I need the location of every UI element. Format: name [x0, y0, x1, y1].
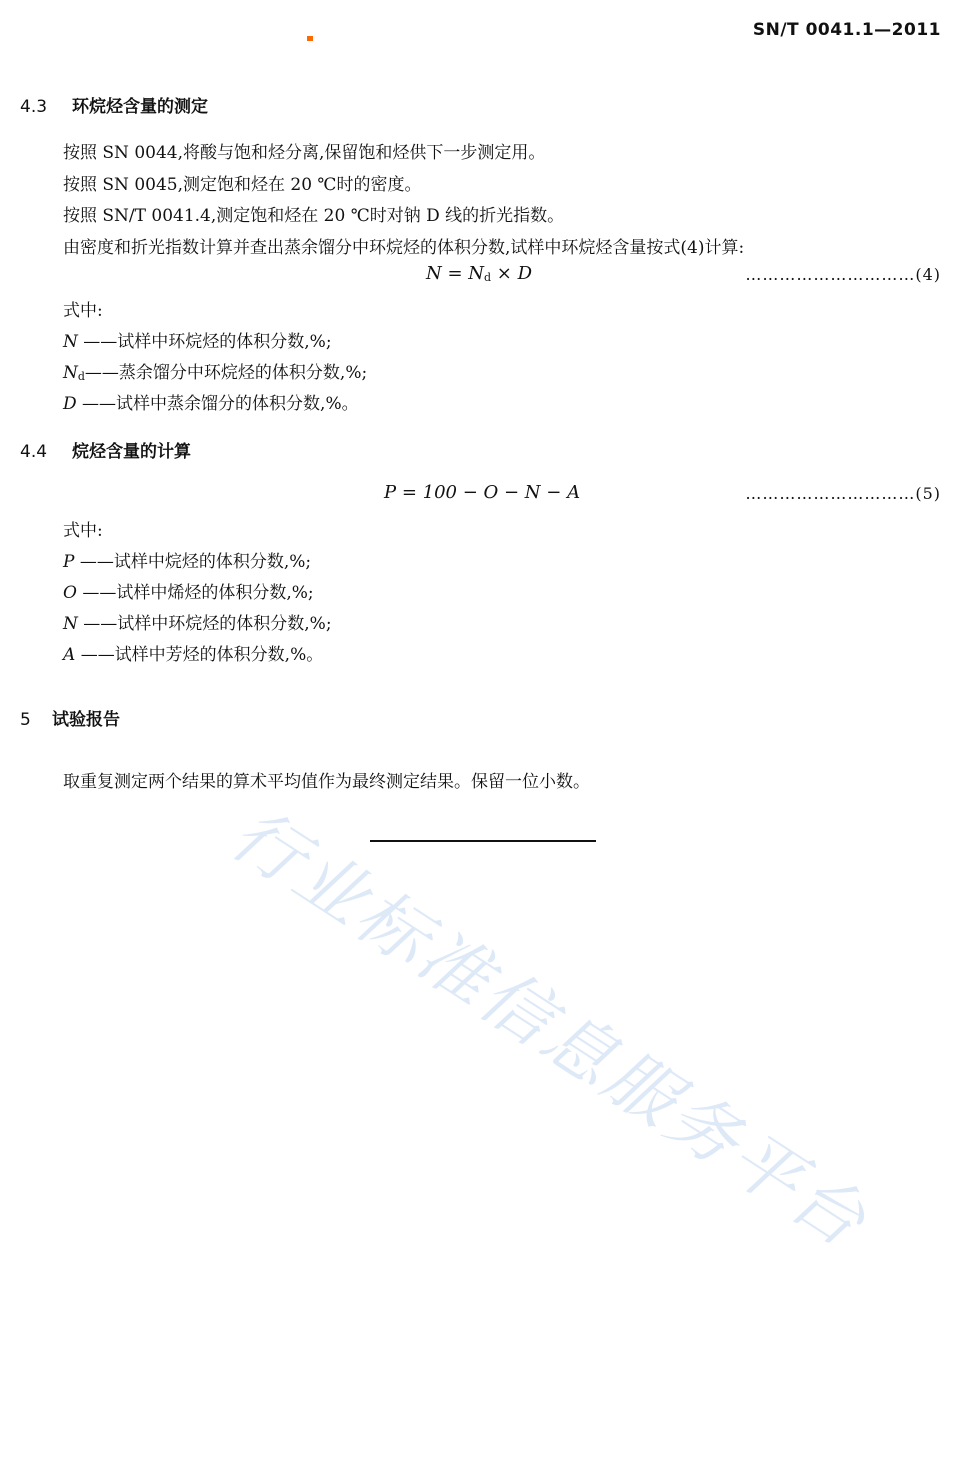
paragraph: 按照 SN 0044,将酸与饱和烃分离,保留饱和烃供下一步测定用。 — [63, 143, 546, 163]
section-title: 试验报告 — [52, 710, 120, 730]
equation-number: …………………………(5) — [745, 484, 941, 503]
paragraph: 取重复测定两个结果的算术平均值作为最终测定结果。保留一位小数。 — [63, 772, 590, 792]
watermark: 行业标准信息服务平台 — [217, 792, 883, 1265]
definition-row: D ——试样中蒸余馏分的体积分数,%。 — [63, 394, 359, 414]
paragraph: 按照 SN/T 0041.4,测定饱和烃在 20 ℃时对钠 D 线的折光指数。 — [63, 206, 565, 226]
end-rule — [370, 840, 596, 842]
equation-number: …………………………(4) — [745, 265, 941, 284]
section-title: 环烷烃含量的测定 — [72, 97, 208, 117]
where-label: 式中: — [63, 521, 103, 541]
section-number: 4.4 — [20, 442, 48, 462]
section-title: 烷烃含量的计算 — [72, 442, 191, 462]
section-number: 5 — [20, 710, 31, 730]
section-5-heading — [20, 705, 120, 730]
definition-row: N ——试样中环烷烃的体积分数,%; — [63, 614, 332, 634]
definition-row: P ——试样中烷烃的体积分数,%; — [63, 552, 312, 572]
definition-row: A ——试样中芳烃的体积分数,%。 — [63, 645, 324, 665]
paragraph: 按照 SN 0045,测定饱和烃在 20 ℃时的密度。 — [63, 175, 422, 195]
definition-row: O ——试样中烯烃的体积分数,%; — [63, 583, 314, 603]
section-4-3-heading — [20, 92, 208, 117]
where-label: 式中: — [63, 301, 103, 321]
paragraph: 由密度和折光指数计算并查出蒸余馏分中环烷烃的体积分数,试样中环烷烃含量按式(4)计算: — [63, 238, 745, 258]
formula-4: N = Nd × D — [426, 263, 533, 284]
definition-row: N ——试样中环烷烃的体积分数,%; — [63, 332, 332, 352]
definition-row: Nd——蒸余馏分中环烷烃的体积分数,%; — [63, 363, 368, 383]
orange-marker — [307, 36, 313, 41]
section-number: 4.3 — [20, 97, 48, 117]
standard-code: SN/T 0041.1—2011 — [752, 20, 941, 40]
section-4-4-heading — [20, 437, 191, 462]
formula-5: P = 100 − O − N − A — [384, 482, 581, 503]
